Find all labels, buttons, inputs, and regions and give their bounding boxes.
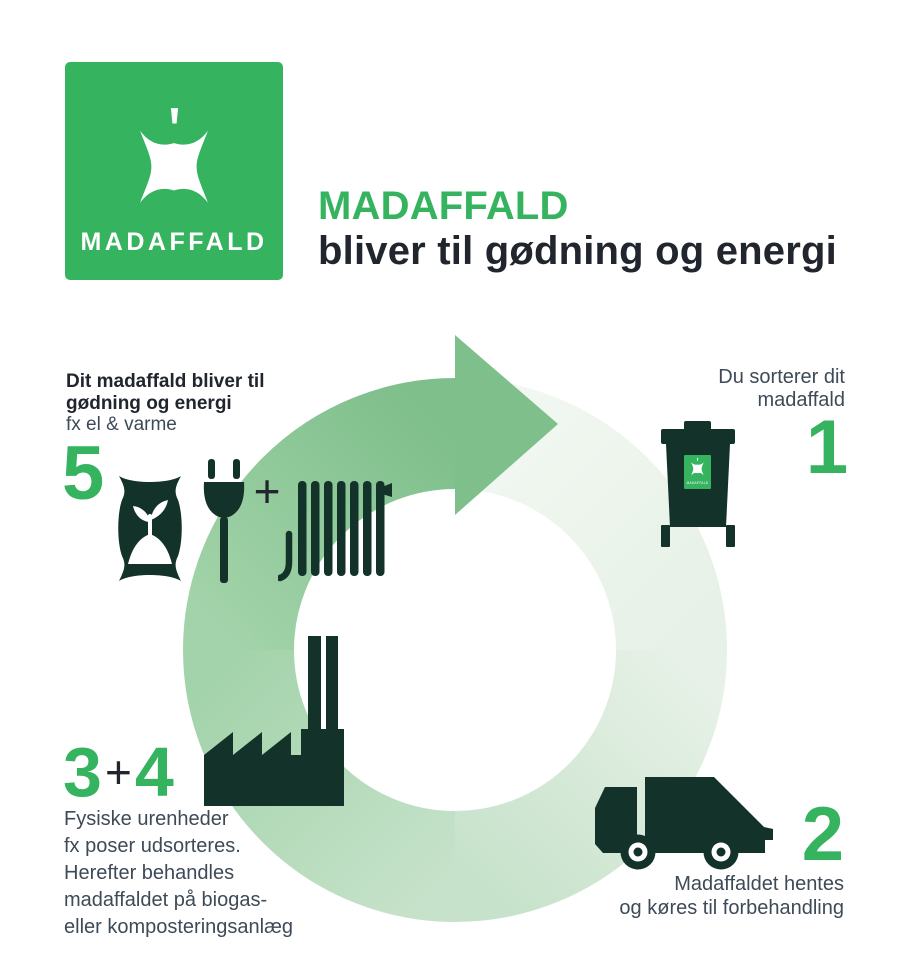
step34-caption-line4: madaffaldet på biogas- <box>64 889 268 911</box>
arrowhead-icon <box>455 335 558 515</box>
factory-icon <box>204 636 344 806</box>
bin-label: MADAFFALD <box>686 481 709 485</box>
step34-number-b: 4 <box>134 733 174 811</box>
step34-caption-line1: Fysiske urenheder <box>64 808 229 830</box>
title-rest: bliver til gødning og energi <box>318 229 837 273</box>
apple-core-icon <box>139 108 209 207</box>
radiator-icon <box>278 478 394 584</box>
step34-caption-line3: Herefter behandles <box>64 862 235 884</box>
step34-number-a: 3 <box>63 733 102 811</box>
title-highlight: MADAFFALD <box>318 184 569 228</box>
fertilizer-bag-icon <box>112 473 188 585</box>
plus-icon: + <box>253 465 281 517</box>
garbage-truck-icon <box>594 777 778 871</box>
step5-title <box>66 371 264 436</box>
step5-number: 5 <box>62 431 105 516</box>
step34-caption-line5: eller komposteringsanlæg <box>64 916 294 938</box>
page-title <box>318 184 837 274</box>
power-plug-icon <box>202 459 248 583</box>
step34-caption <box>64 806 293 941</box>
madaffald-logo <box>65 62 283 280</box>
step34-caption-line2: fx poser udsorteres. <box>64 835 241 857</box>
step2-caption <box>619 872 844 920</box>
step5-title-line2: gødning og energi <box>66 392 232 414</box>
step34-plus: + <box>104 746 132 798</box>
waste-bin-icon <box>660 421 736 547</box>
logo-label: MADAFFALD <box>80 228 268 256</box>
step5-title-line1: Dit madaffald bliver til <box>66 371 265 392</box>
step1-number: 1 <box>805 405 849 490</box>
step2-caption-line2: og køres til forbehandling <box>619 897 844 919</box>
step34-number <box>63 733 174 811</box>
step1-caption-line1: Du sorterer dit <box>718 366 845 388</box>
step1-caption-line2: madaffald <box>757 389 845 411</box>
step5-subtitle: fx el & varme <box>66 414 177 435</box>
step2-number: 2 <box>801 792 844 877</box>
step2-caption-line1: Madaffaldet hentes <box>674 873 844 895</box>
